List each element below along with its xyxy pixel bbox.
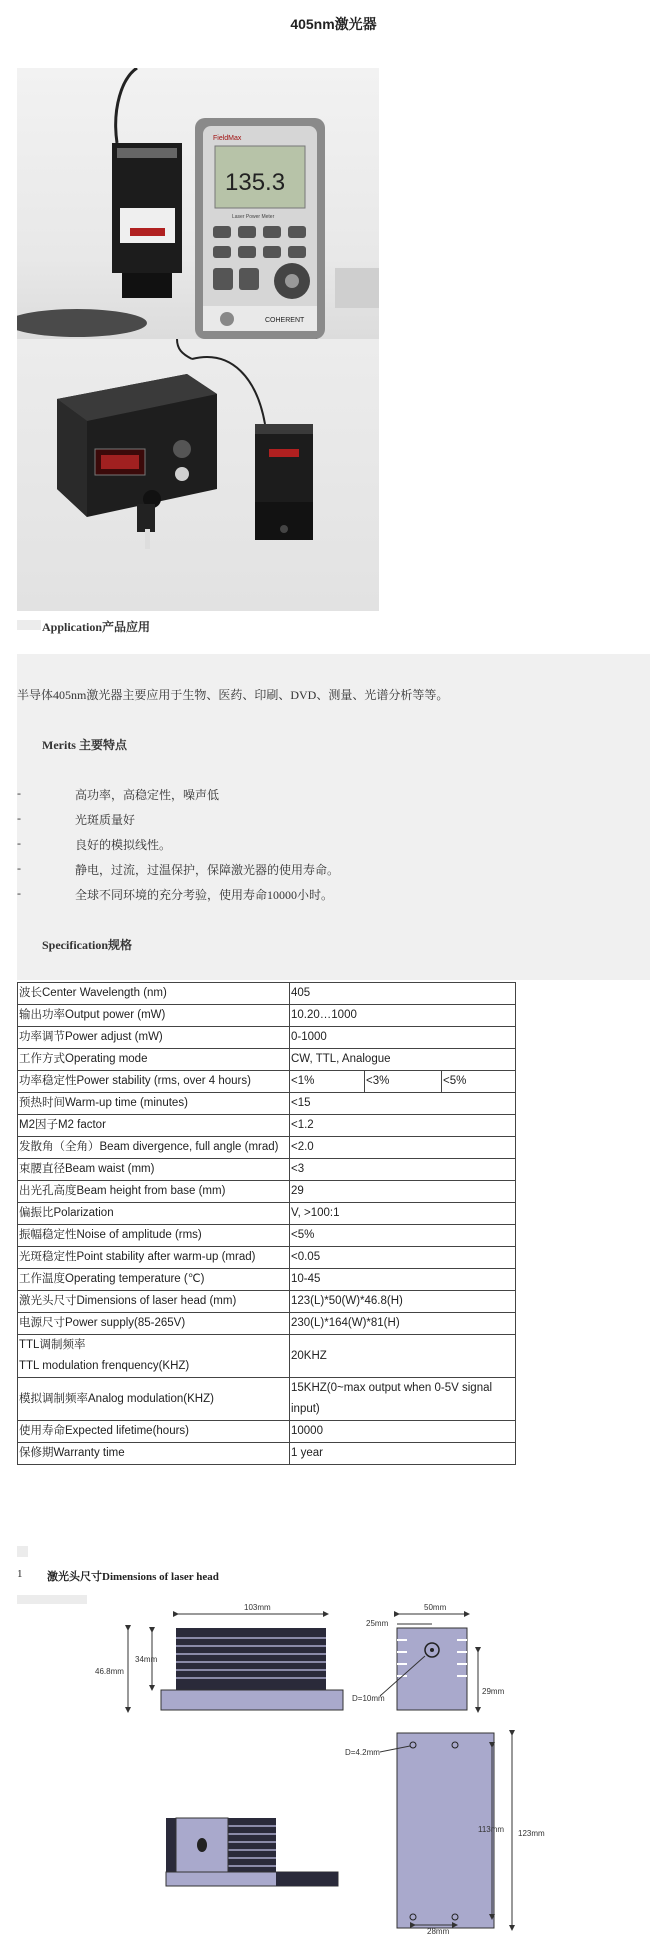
meter-caption: Laser Power Meter <box>232 214 275 220</box>
spec-value: <1% <box>290 1071 365 1093</box>
spec-value: <3 <box>290 1159 516 1181</box>
heading-marker <box>17 620 41 630</box>
spec-key: 模拟调制频率Analog modulation(KHZ) <box>18 1378 290 1421</box>
table-row <box>18 1093 516 1115</box>
dim-label-d10: D=10mm <box>352 1694 385 1703</box>
meter-brand: FieldMax <box>213 135 242 142</box>
spec-value: 29 <box>290 1181 516 1203</box>
spec-value: <5% <box>290 1225 516 1247</box>
page-title: 405nm激光器 <box>290 16 377 32</box>
spec-key: 振幅稳定性Noise of amplitude (rms) <box>18 1225 290 1247</box>
dim-label-h29: 29mm <box>482 1687 505 1696</box>
table-row <box>18 1421 516 1443</box>
table-row <box>18 1247 516 1269</box>
merit-item: 静电，过流，过温保护，保障激光器的使用寿命。 <box>75 863 340 877</box>
dim-label-d42: D=4.2mm <box>345 1748 380 1757</box>
table-row <box>18 983 516 1005</box>
table-row <box>18 1378 516 1421</box>
table-row <box>18 1005 516 1027</box>
spec-value: <2.0 <box>290 1137 516 1159</box>
merit-item: 全球不同环境的充分考验，使用寿命10000小时。 <box>75 888 334 902</box>
spec-key: 功率稳定性Power stability (rms, over 4 hours) <box>18 1071 290 1093</box>
merit-item: 高功率，高稳定性，噪声低 <box>75 788 220 802</box>
table-row <box>18 1137 516 1159</box>
photo-illustration-1 <box>17 68 379 339</box>
table-row <box>18 1335 516 1378</box>
spec-key: 使用寿命Expected lifetime(hours) <box>18 1421 290 1443</box>
table-row <box>18 1443 516 1465</box>
spec-key: 工作温度Operating temperature (℃) <box>18 1269 290 1291</box>
spec-value: 230(L)*164(W)*81(H) <box>290 1313 516 1335</box>
isometric-view <box>166 1818 338 1886</box>
dim-label-h34: 34mm <box>135 1655 158 1664</box>
spec-key: 功率调节Power adjust (mW) <box>18 1027 290 1049</box>
spec-key-line: TTL modulation frenquency(KHZ) <box>19 1360 190 1372</box>
spec-value: 15KHZ(0~max output when 0-5V signal input) <box>290 1378 516 1421</box>
spec-key-multiline <box>18 1335 290 1378</box>
product-photo-power-supply-and-head <box>17 339 379 611</box>
merit-bullet: - <box>17 861 21 875</box>
meter-logo: COHERENT <box>265 317 305 324</box>
spec-value: 10.20…1000 <box>290 1005 516 1027</box>
spec-value: 1 year <box>290 1443 516 1465</box>
dim-label-len103: 103mm <box>244 1603 271 1612</box>
meter-reading: 135.3 <box>225 169 286 196</box>
dimensions-heading: 激光头尺寸Dimensions of laser head <box>47 1571 219 1583</box>
merits-heading: Merits 主要特点 <box>42 738 127 752</box>
table-row <box>18 1159 516 1181</box>
merit-bullet: - <box>17 836 21 850</box>
table-row <box>18 1115 516 1137</box>
spec-key: M2因子M2 factor <box>18 1115 290 1137</box>
specification-table <box>17 982 516 1465</box>
merit-item: 光斑质量好 <box>75 813 136 827</box>
spec-key: 电源尺寸Power supply(85-265V) <box>18 1313 290 1335</box>
front-view <box>352 1603 505 1710</box>
dimensions-number: 1 <box>17 1568 23 1580</box>
spec-key: 保修期Warranty time <box>18 1443 290 1465</box>
spec-value: 20KHZ <box>290 1335 516 1378</box>
spec-key-line: TTL调制频率 <box>19 1339 86 1351</box>
table-row <box>18 1313 516 1335</box>
spec-value: CW, TTL, Analogue <box>290 1049 516 1071</box>
dimension-drawing <box>0 1600 667 1935</box>
spec-key: 偏振比Polarization <box>18 1203 290 1225</box>
dim-label-h468: 46.8mm <box>95 1667 124 1676</box>
spec-key: 激光头尺寸Dimensions of laser head (mm) <box>18 1291 290 1313</box>
merit-bullet: - <box>17 886 21 900</box>
spec-value: <15 <box>290 1093 516 1115</box>
spec-key: 束腰直径Beam waist (mm) <box>18 1159 290 1181</box>
spec-key: 光斑稳定性Point stability after warm-up (mrad) <box>18 1247 290 1269</box>
spec-value: <5% <box>442 1071 516 1093</box>
dim-label-w50: 50mm <box>424 1603 447 1612</box>
spec-value: 10000 <box>290 1421 516 1443</box>
application-text: 半导体405nm激光器主要应用于生物、医药、印刷、DVD、测量、光谱分析等等。 <box>17 688 449 702</box>
side-view <box>95 1603 343 1710</box>
merit-bullet: - <box>17 811 21 825</box>
product-photo-laser-and-meter <box>17 68 379 339</box>
spec-value: <0.05 <box>290 1247 516 1269</box>
spec-value: 405 <box>290 983 516 1005</box>
merit-item: 良好的模拟线性。 <box>75 838 172 852</box>
table-row <box>18 1269 516 1291</box>
spec-value: 10-45 <box>290 1269 516 1291</box>
table-row <box>18 1181 516 1203</box>
section-marker <box>17 1546 28 1557</box>
dim-label-d25: 25mm <box>366 1619 389 1628</box>
merit-bullet: - <box>17 786 21 800</box>
spec-key: 波长Center Wavelength (nm) <box>18 983 290 1005</box>
specification-heading: Specification规格 <box>42 938 132 952</box>
table-row <box>18 1291 516 1313</box>
spec-key: 发散角（全角）Beam divergence, full angle (mrad) <box>18 1137 290 1159</box>
table-row <box>18 1225 516 1247</box>
spec-key: 出光孔高度Beam height from base (mm) <box>18 1181 290 1203</box>
spec-value: 0-1000 <box>290 1027 516 1049</box>
table-row <box>18 1203 516 1225</box>
spec-value: V, >100:1 <box>290 1203 516 1225</box>
spec-value: <1.2 <box>290 1115 516 1137</box>
spec-value: 123(L)*50(W)*46.8(H) <box>290 1291 516 1313</box>
photo-illustration-2 <box>17 339 379 611</box>
dim-label-l113: 113mm <box>478 1825 505 1834</box>
dim-label-l123: 123mm <box>518 1829 545 1838</box>
table-row <box>18 1071 516 1093</box>
dim-label-w28: 28mm <box>427 1927 450 1935</box>
top-view <box>345 1733 545 1935</box>
spec-value: <3% <box>365 1071 442 1093</box>
table-row <box>18 1027 516 1049</box>
application-heading: Application产品应用 <box>42 620 151 634</box>
spec-key: 工作方式Operating mode <box>18 1049 290 1071</box>
spec-key: 预热时间Warm-up time (minutes) <box>18 1093 290 1115</box>
table-row <box>18 1049 516 1071</box>
spec-key: 输出功率Output power (mW) <box>18 1005 290 1027</box>
